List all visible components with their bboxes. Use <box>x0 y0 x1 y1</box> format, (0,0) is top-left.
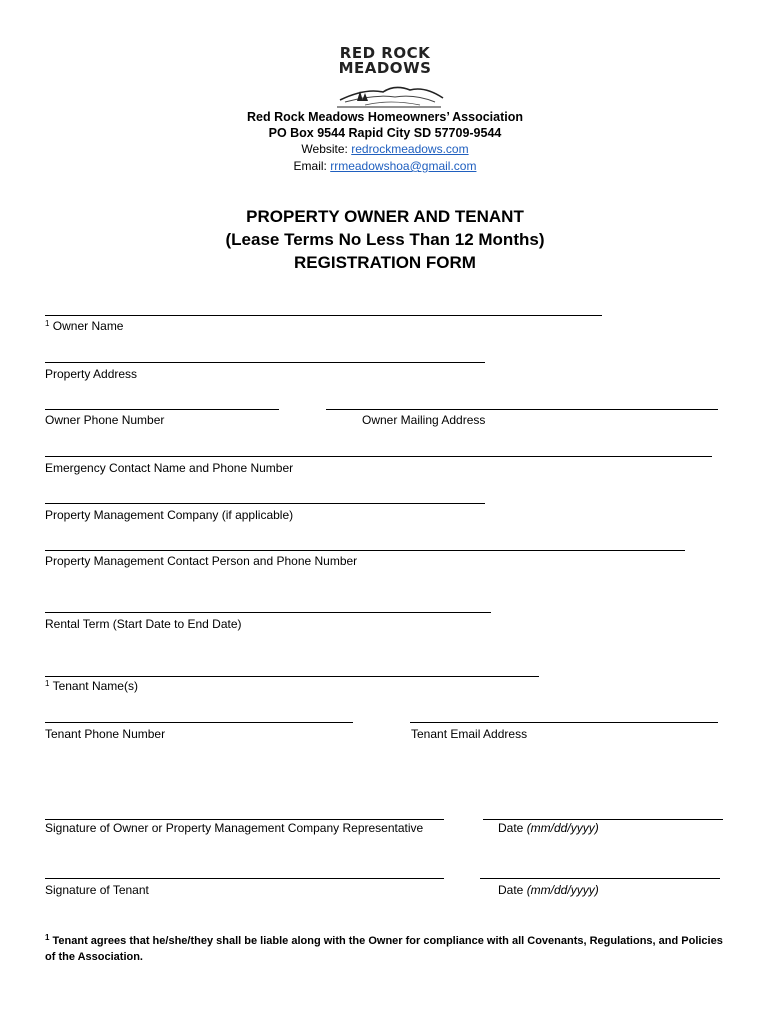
property-address-label: Property Address <box>45 367 138 381</box>
owner-date-label: Date (mm/dd/yyyy) <box>498 821 599 835</box>
owner-mailing-label: Owner Mailing Address <box>362 413 486 427</box>
website-label: Website: <box>301 142 352 156</box>
org-name: Red Rock Meadows Homeowners’ Association <box>247 110 523 124</box>
pm-company-label: Property Management Company (if applicable) <box>45 508 294 522</box>
owner-signature-label: Signature of Owner or Property Management Company Representative <box>45 821 424 835</box>
tenant-email-field[interactable] <box>410 722 718 723</box>
footnote-text: Tenant agrees that he/she/they shall be liable along with the Owner for compliance with all Covenants, Regulations, and Policies of the Association. <box>45 935 723 963</box>
email-label: Email: <box>293 159 331 173</box>
owner-signature-date-field[interactable] <box>483 819 723 820</box>
logo <box>315 44 455 110</box>
owner-phone-field[interactable] <box>45 409 279 410</box>
logo-text-line2: MEADOWS <box>338 59 432 77</box>
emergency-contact-field[interactable] <box>45 456 712 457</box>
rental-term-label: Rental Term (Start Date to End Date) <box>45 617 242 631</box>
rental-term-field[interactable] <box>45 612 491 613</box>
property-address-field[interactable] <box>45 362 485 363</box>
form-title-line1: PROPERTY OWNER AND TENANT <box>246 207 524 226</box>
owner-phone-label: Owner Phone Number <box>45 413 165 427</box>
pm-contact-field[interactable] <box>45 550 685 551</box>
form-title-line2: (Lease Terms No Less Than 12 Months) <box>225 230 545 249</box>
tenant-signature-field[interactable] <box>45 878 444 879</box>
tenant-phone-label: Tenant Phone Number <box>45 727 166 741</box>
org-address: PO Box 9544 Rapid City SD 57709-9544 <box>268 126 502 140</box>
date-format-hint: (mm/dd/yyyy) <box>526 821 599 835</box>
form-title-line3: REGISTRATION FORM <box>294 253 476 272</box>
footnote-ref: 1 <box>45 679 50 688</box>
pm-company-field[interactable] <box>45 503 485 504</box>
website-link[interactable]: redrockmeadows.com <box>351 142 469 156</box>
tenant-email-label: Tenant Email Address <box>411 727 528 741</box>
date-format-hint: (mm/dd/yyyy) <box>526 883 599 897</box>
footnote-mark: 1 <box>45 933 50 942</box>
owner-mailing-field[interactable] <box>326 409 718 410</box>
owner-name-field[interactable] <box>45 315 602 316</box>
tenant-signature-label: Signature of Tenant <box>45 883 149 897</box>
owner-signature-field[interactable] <box>45 819 444 820</box>
footnote-ref: 1 <box>45 319 50 328</box>
logo-text-line1: RED ROCK <box>339 44 431 62</box>
tenant-phone-field[interactable] <box>45 722 353 723</box>
tenant-names-field[interactable] <box>45 676 539 677</box>
pm-contact-label: Property Management Contact Person and Phone Number <box>45 554 358 568</box>
tenant-signature-date-field[interactable] <box>480 878 720 879</box>
tenant-names-label: $^1$ Tenant Name(s) <box>45 679 138 693</box>
emergency-contact-label: Emergency Contact Name and Phone Number <box>45 461 294 475</box>
email-line <box>0 159 770 173</box>
footnote <box>45 930 725 965</box>
owner-name-label: $^1$ Owner Name <box>45 319 124 333</box>
mountain-logo-icon <box>335 80 445 110</box>
tenant-date-label: Date (mm/dd/yyyy) <box>498 883 599 897</box>
website-line <box>0 142 770 156</box>
email-link[interactable]: rrmeadowshoa@gmail.com <box>330 159 477 173</box>
